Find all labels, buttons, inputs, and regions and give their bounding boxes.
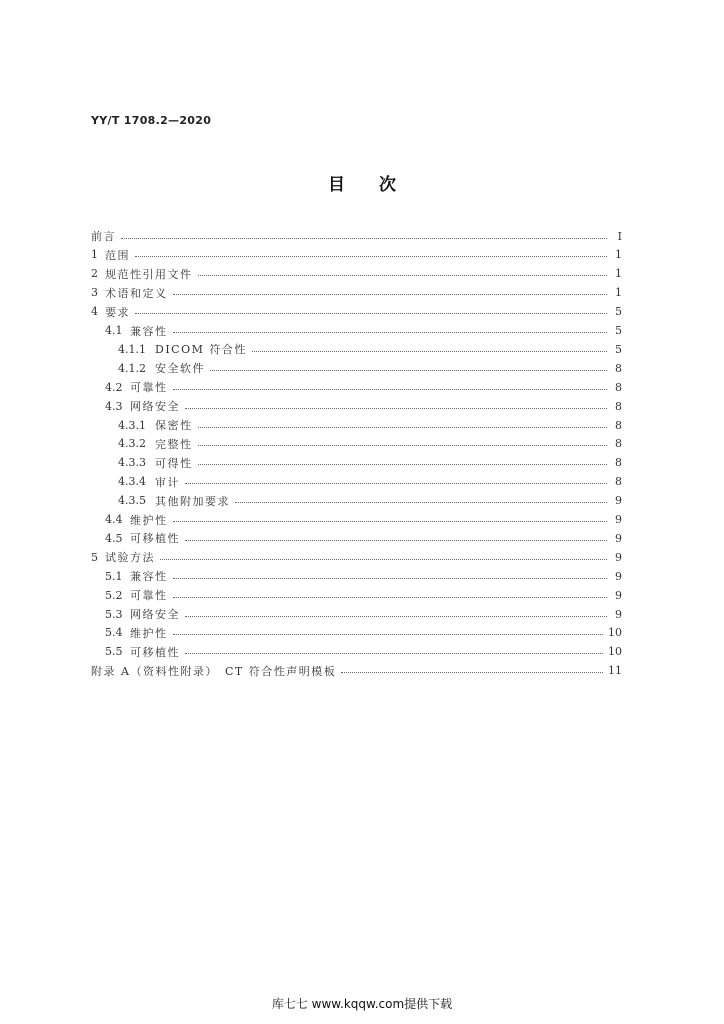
toc-entry-title: 其他附加要求 — [155, 494, 230, 508]
toc-entry-page: 9 — [615, 569, 622, 583]
toc-entry-page: 9 — [615, 588, 622, 602]
toc-entry-title: 安全软件 — [155, 362, 205, 376]
toc-entry-number: 4.3.2 — [118, 437, 146, 451]
toc-entry-number: 5.3 — [105, 607, 123, 621]
toc-entry-title: 附录 A（资料性附录） CT 符合性声明模板 — [91, 664, 337, 678]
toc-entry[interactable] — [105, 322, 622, 340]
toc-entry-page: 9 — [615, 607, 622, 621]
toc-entry-number: 2 — [91, 267, 98, 281]
dot-leader — [210, 370, 607, 371]
standard-code: YY/T 1708.2—2020 — [91, 114, 212, 127]
toc-entry-number: 5.2 — [105, 588, 123, 602]
dot-leader — [198, 275, 608, 276]
toc-entry-page: 8 — [615, 399, 622, 413]
toc-entry-page: Ⅰ — [617, 229, 622, 243]
toc-entry-number: 5.1 — [105, 569, 123, 583]
toc-entry[interactable] — [91, 303, 622, 321]
toc-entry-page: 1 — [615, 248, 622, 262]
toc-entry-page: 8 — [615, 437, 622, 451]
dot-leader — [173, 578, 608, 579]
toc-entry-title: 规范性引用文件 — [105, 267, 193, 281]
toc-entry-title: 兼容性 — [130, 570, 168, 584]
toc-entry[interactable] — [105, 567, 622, 585]
toc-entry-page: 1 — [615, 286, 622, 300]
toc-entry-page: 9 — [615, 550, 622, 564]
toc-entry-title: 网络安全 — [130, 608, 180, 621]
toc-entry-title: 兼容性 — [130, 324, 168, 338]
toc-entry-title: 完整性 — [155, 437, 193, 451]
dot-leader — [235, 502, 607, 503]
toc-entry-title: 保密性 — [155, 419, 193, 432]
toc-entry-page: 8 — [615, 475, 622, 489]
toc-entry-page: 9 — [615, 513, 622, 526]
dot-leader — [135, 256, 607, 257]
dot-leader — [173, 389, 608, 390]
toc-entry[interactable] — [105, 511, 622, 529]
toc-entry-number: 5 — [91, 550, 98, 564]
toc-entry-title: 网络安全 — [130, 400, 180, 414]
dot-leader — [173, 521, 608, 522]
toc-entry-title: 可移植性 — [130, 532, 180, 546]
toc-entry-page: 8 — [615, 456, 622, 470]
download-footer: 库七七 www.kqqw.com提供下载 — [271, 997, 453, 1011]
dot-leader — [135, 313, 607, 314]
toc-entry-page: 5 — [615, 305, 622, 319]
toc-entry-title: 范围 — [105, 248, 130, 262]
toc-entry[interactable] — [118, 435, 622, 453]
toc-entry-number: 4.3.4 — [118, 475, 146, 489]
dot-leader — [173, 634, 604, 635]
toc-entry-page: 10 — [608, 645, 622, 659]
toc-entry[interactable] — [118, 492, 622, 510]
dot-leader — [341, 672, 603, 673]
toc-entry[interactable] — [105, 529, 622, 547]
toc-entry-title: 术语和定义 — [105, 286, 168, 300]
toc-entry-title: 试验方法 — [105, 551, 155, 565]
toc-entry-number: 4.3.3 — [118, 456, 146, 470]
dot-leader — [185, 616, 607, 617]
toc-entry-title: 可靠性 — [130, 589, 168, 603]
toc-entry-number: 4.3.5 — [118, 494, 146, 508]
toc-entry[interactable] — [105, 605, 622, 623]
toc-entry[interactable] — [105, 397, 622, 415]
toc-entry[interactable] — [105, 624, 622, 642]
toc-entry-number: 4 — [91, 305, 98, 319]
toc-entry-number: 3 — [91, 286, 98, 300]
toc-entry[interactable] — [105, 378, 622, 396]
toc-entry-title: 前言 — [91, 230, 116, 243]
toc-entry-page: 9 — [615, 531, 622, 545]
dot-leader — [121, 238, 607, 239]
dot-leader — [173, 294, 608, 295]
toc-entry-number: 4.3 — [105, 399, 123, 413]
toc-entry-page: 11 — [608, 664, 622, 678]
toc-entry-page: 9 — [615, 494, 622, 508]
toc-entry-title: 可靠性 — [130, 381, 168, 395]
toc-entry-number: 5.4 — [105, 626, 123, 640]
toc-entry-number: 4.1.2 — [118, 361, 146, 375]
toc-entry[interactable] — [91, 227, 622, 245]
toc-entry-page: 10 — [608, 626, 622, 640]
dot-leader — [198, 445, 608, 446]
toc-entry[interactable] — [105, 586, 622, 604]
dot-leader — [160, 559, 607, 560]
toc-entry[interactable] — [118, 340, 622, 358]
dot-leader — [198, 427, 608, 428]
toc-entry-number: 4.1 — [105, 324, 123, 337]
toc-entry[interactable] — [91, 284, 622, 302]
dot-leader — [198, 464, 608, 465]
toc-entry-page: 8 — [615, 361, 622, 375]
toc-entry[interactable] — [118, 473, 622, 491]
toc-entry-number: 4.3.1 — [118, 418, 146, 432]
dot-leader — [173, 597, 608, 598]
toc-entry-title: 维护性 — [130, 626, 168, 640]
toc-entry-number: 4.5 — [105, 531, 123, 545]
toc-entry-number: 4.4 — [105, 513, 123, 526]
toc-entry[interactable] — [118, 454, 622, 472]
toc-entry[interactable] — [91, 548, 622, 566]
dot-leader — [185, 483, 607, 484]
dot-leader — [185, 540, 607, 541]
dot-leader — [185, 408, 607, 409]
toc-entry-page: 1 — [615, 267, 622, 281]
dot-leader — [252, 351, 607, 352]
toc-entry[interactable] — [91, 265, 622, 283]
toc-entry-page: 8 — [615, 380, 622, 394]
toc-entry-number: 4.1.1 — [118, 342, 146, 356]
toc-entry-page: 5 — [615, 342, 622, 356]
toc-entry[interactable] — [91, 246, 622, 264]
toc-entry-title: 可得性 — [155, 456, 193, 470]
toc-entry[interactable] — [91, 662, 622, 680]
dot-leader — [185, 653, 603, 654]
toc-entry[interactable] — [118, 416, 622, 434]
toc-entry-title: 维护性 — [130, 513, 168, 527]
toc-entry-title: 可移植性 — [130, 645, 180, 659]
toc-entry-title: DICOM 符合性 — [155, 343, 247, 357]
toc-entry-number: 4.2 — [105, 380, 123, 394]
toc-entry-title: 要求 — [105, 305, 130, 319]
toc-entry-page: 5 — [615, 324, 622, 337]
toc-entry-page: 8 — [615, 418, 622, 432]
toc-entry-title: 审计 — [155, 475, 180, 489]
toc-title: 目次 — [328, 175, 430, 195]
dot-leader — [173, 332, 608, 333]
toc-entry[interactable] — [105, 643, 622, 661]
toc-entry[interactable] — [118, 359, 622, 377]
toc-entry-number: 5.5 — [105, 645, 123, 659]
toc-entry-number: 1 — [91, 248, 98, 262]
